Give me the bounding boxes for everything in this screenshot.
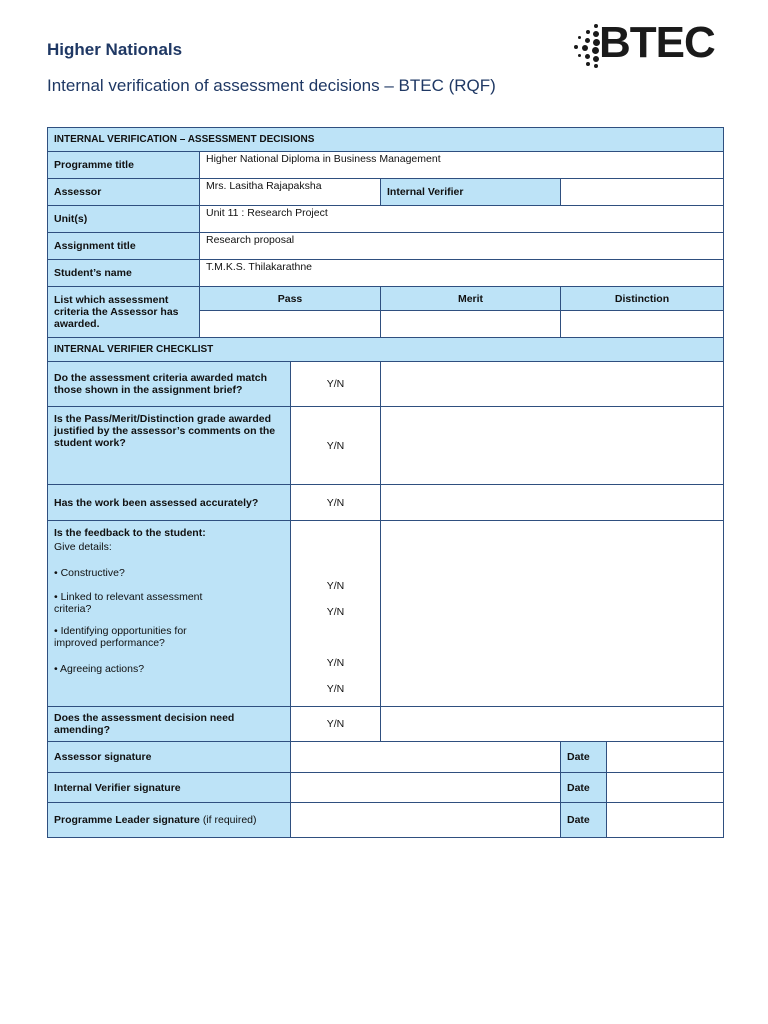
checklist-q5-comment[interactable] <box>381 707 724 742</box>
assessor-field[interactable]: Mrs. Lasitha Rajapaksha <box>200 179 381 206</box>
checklist-q1-label: Do the assessment criteria awarded match those shown in the assignment brief? <box>48 362 291 407</box>
page-title: Higher Nationals <box>47 40 183 59</box>
internal-verifier-field[interactable] <box>561 179 724 206</box>
checklist-q2-comment[interactable] <box>381 407 724 485</box>
pl-date-field[interactable] <box>607 803 724 838</box>
btec-logo <box>574 18 724 72</box>
checklist-q4-yn-cell <box>291 521 381 707</box>
iv-signature-label: Internal Verifier signature <box>48 773 291 803</box>
pl-date-label: Date <box>561 803 607 838</box>
internal-verifier-label: Internal Verifier <box>381 179 561 206</box>
student-name-field[interactable]: T.M.K.S. Thilakarathne <box>200 260 724 287</box>
distinction-header: Distinction <box>561 287 724 311</box>
section-header-assessment: INTERNAL VERIFICATION – ASSESSMENT DECISIONS <box>48 128 724 152</box>
q4-give-details: Give details: <box>54 541 112 553</box>
assessor-date-label: Date <box>561 742 607 773</box>
q4-yn-identifying[interactable]: Y/N <box>326 656 345 669</box>
checklist-q3-label: Has the work been assessed accurately? <box>48 485 291 521</box>
checklist-q1-comment[interactable] <box>381 362 724 407</box>
q4-yn-agreeing[interactable]: Y/N <box>326 682 345 695</box>
checklist-q3-yn[interactable]: Y/N <box>291 485 381 521</box>
verification-form <box>47 127 724 838</box>
iv-date-label: Date <box>561 773 607 803</box>
checklist-q4-comment[interactable] <box>381 521 724 707</box>
logo-dots-icon <box>574 24 600 72</box>
assignment-title-label: Assignment title <box>48 233 200 260</box>
programme-title-label: Programme title <box>48 152 200 179</box>
assessor-date-field[interactable] <box>607 742 724 773</box>
merit-criteria-field[interactable] <box>381 311 561 338</box>
logo-text: BTEC <box>599 18 715 67</box>
q4-agreeing: • Agreeing actions? <box>54 663 145 675</box>
checklist-q5-label: Does the assessment decision need amending? <box>48 707 291 742</box>
page-subtitle: Internal verification of assessment decisions – BTEC (RQF) <box>47 76 496 95</box>
pl-signature-label-note: (if required) <box>202 814 257 826</box>
q4-yn-constructive[interactable]: Y/N <box>326 579 345 592</box>
units-label: Unit(s) <box>48 206 200 233</box>
distinction-criteria-field[interactable] <box>561 311 724 338</box>
checklist-q5-yn[interactable]: Y/N <box>291 707 381 742</box>
q4-title: Is the feedback to the student: <box>54 527 206 539</box>
q4-yn-linked[interactable]: Y/N <box>326 605 345 618</box>
assessor-label: Assessor <box>48 179 200 206</box>
merit-header: Merit <box>381 287 561 311</box>
assessor-signature-label: Assessor signature <box>48 742 291 773</box>
units-field[interactable]: Unit 11 : Research Project <box>200 206 724 233</box>
checklist-q1-yn[interactable]: Y/N <box>291 362 381 407</box>
checklist-q3-comment[interactable] <box>381 485 724 521</box>
student-name-label: Student’s name <box>48 260 200 287</box>
section-header-checklist: INTERNAL VERIFIER CHECKLIST <box>48 338 724 362</box>
checklist-q4-label <box>48 521 291 707</box>
q4-linked: • Linked to relevant assessment criteria? <box>54 591 203 615</box>
iv-signature-field[interactable] <box>291 773 561 803</box>
checklist-q2-label: Is the Pass/Merit/Distinction grade awarded justified by the assessor’s comments on the student work? <box>48 407 291 485</box>
pass-header: Pass <box>200 287 381 311</box>
checklist-q2-yn[interactable]: Y/N <box>291 407 381 485</box>
pl-signature-label-main: Programme Leader signature <box>54 814 200 826</box>
assignment-title-field[interactable]: Research proposal <box>200 233 724 260</box>
q4-identifying: • Identifying opportunities for improved performance? <box>54 625 187 649</box>
pl-signature-label <box>48 803 291 838</box>
pass-criteria-field[interactable] <box>200 311 381 338</box>
programme-title-field[interactable]: Higher National Diploma in Business Management <box>200 152 724 179</box>
assessor-signature-field[interactable] <box>291 742 561 773</box>
q4-constructive: • Constructive? <box>54 567 125 579</box>
iv-date-field[interactable] <box>607 773 724 803</box>
pl-signature-field[interactable] <box>291 803 561 838</box>
criteria-label: List which assessment criteria the Assessor has awarded. <box>48 287 200 338</box>
